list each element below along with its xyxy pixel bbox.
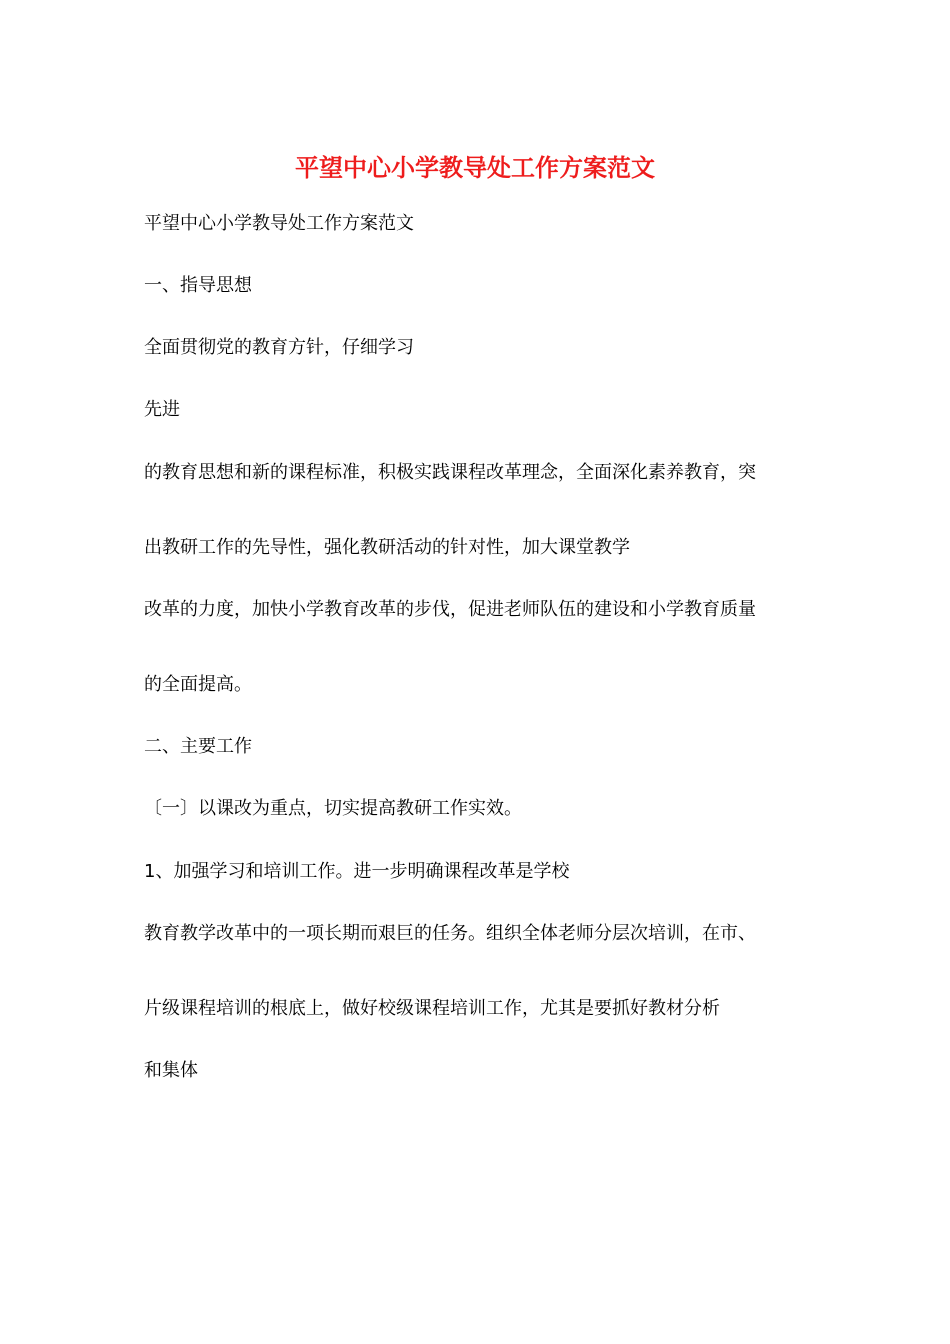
subsection-heading: 〔一〕以课改为重点，切实提高教研工作实效。	[144, 798, 522, 819]
section-heading: 二、主要工作	[144, 736, 252, 757]
paragraph-line: 教育教学改革中的一项长期而艰巨的任务。组织全体老师分层次培训，在市、	[144, 923, 756, 944]
section-heading: 一、指导思想	[144, 275, 252, 296]
paragraph-line: 平望中心小学教导处工作方案范文	[144, 213, 414, 234]
paragraph-line: 1、加强学习和培训工作。进一步明确课程改革是学校	[144, 861, 570, 882]
paragraph-line: 出教研工作的先导性，强化教研活动的针对性，加大课堂教学	[144, 537, 630, 558]
paragraph-line: 的全面提高。	[144, 674, 252, 695]
paragraph-line: 先进	[144, 399, 180, 420]
document-title: 平望中心小学教导处工作方案范文	[295, 153, 655, 182]
paragraph-line: 片级课程培训的根底上，做好校级课程培训工作，尤其是要抓好教材分析	[144, 998, 720, 1019]
paragraph-line: 的教育思想和新的课程标准，积极实践课程改革理念，全面深化素养教育，突	[144, 462, 756, 483]
paragraph-line: 全面贯彻党的教育方针，仔细学习	[144, 337, 414, 358]
paragraph-line: 改革的力度，加快小学教育改革的步伐，促进老师队伍的建设和小学教育质量	[144, 599, 756, 620]
paragraph-line: 和集体	[144, 1060, 198, 1081]
